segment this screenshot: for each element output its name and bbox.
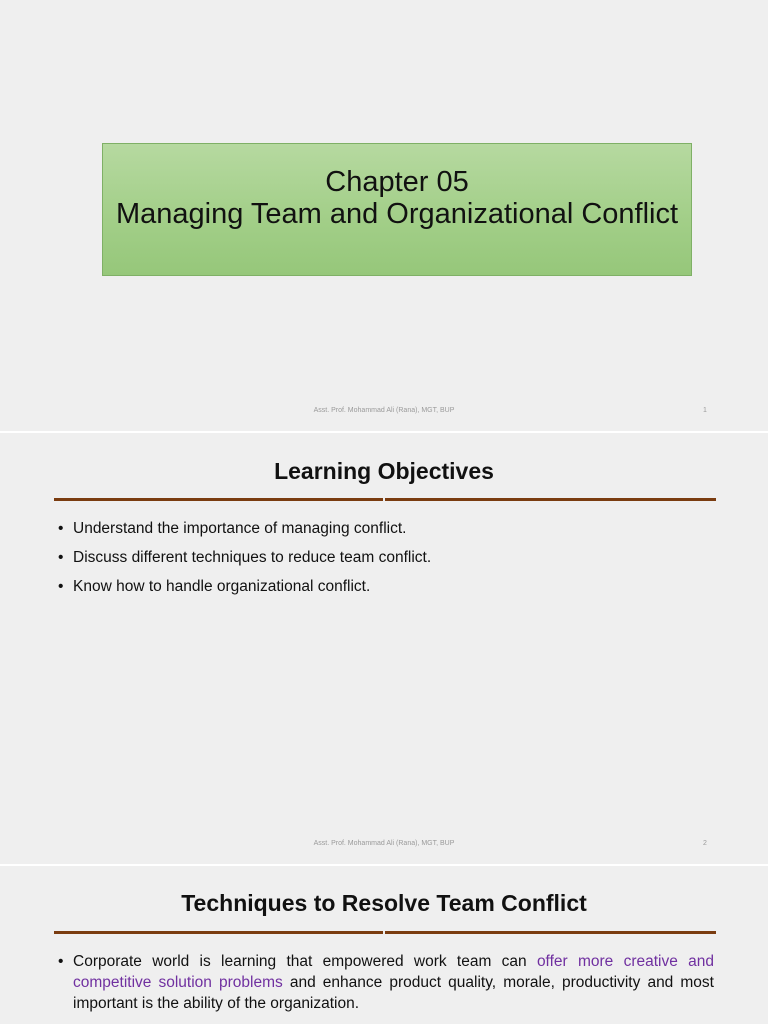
objective-text: Discuss different techniques to reduce team conflict. bbox=[73, 549, 432, 566]
objective-text: Understand the importance of managing conflict. bbox=[73, 520, 407, 537]
bullet-icon: • bbox=[58, 520, 64, 537]
heading-rule bbox=[54, 931, 716, 934]
list-item bbox=[58, 577, 714, 597]
heading-rule-left bbox=[54, 498, 383, 501]
page-number: 2 bbox=[703, 840, 707, 847]
objective-text: Know how to handle organizational conflict. bbox=[73, 578, 371, 595]
heading-rule-right bbox=[385, 931, 716, 934]
heading-rule-left bbox=[54, 931, 383, 934]
objectives-list bbox=[58, 519, 714, 606]
footer-author: Asst. Prof. Mohammad Ali (Rana), MGT, BUP bbox=[313, 407, 455, 414]
heading-rule bbox=[54, 498, 716, 501]
bullet-icon: • bbox=[58, 549, 64, 566]
bullet-icon: • bbox=[58, 578, 64, 595]
slide-heading: Learning Objectives bbox=[274, 458, 494, 484]
chapter-title-box bbox=[102, 143, 692, 276]
footer-author: Asst. Prof. Mohammad Ali (Rana), MGT, BUP bbox=[313, 840, 455, 847]
slide-3 bbox=[0, 866, 768, 1024]
list-item bbox=[58, 519, 714, 539]
slide-1 bbox=[0, 0, 768, 431]
techniques-list bbox=[58, 951, 714, 1023]
chapter-title: Managing Team and Organizational Conflict bbox=[115, 198, 679, 230]
page-number: 1 bbox=[703, 407, 707, 414]
heading-rule-right bbox=[385, 498, 716, 501]
slide-heading: Techniques to Resolve Team Conflict bbox=[181, 890, 587, 916]
list-item bbox=[58, 548, 714, 568]
list-item bbox=[58, 951, 714, 1014]
chapter-number: Chapter 05 bbox=[325, 166, 469, 198]
slide-2 bbox=[0, 433, 768, 864]
bullet-text-end: and enhance product quality, morale, productivity and most important is the ability of the organization. bbox=[73, 974, 714, 1012]
highlighted-text: offer more creative and competitive solution problems bbox=[73, 953, 714, 991]
bullet-text-start: Corporate world is learning that empowered work team can bbox=[73, 953, 537, 970]
bullet-icon: • bbox=[58, 953, 64, 970]
